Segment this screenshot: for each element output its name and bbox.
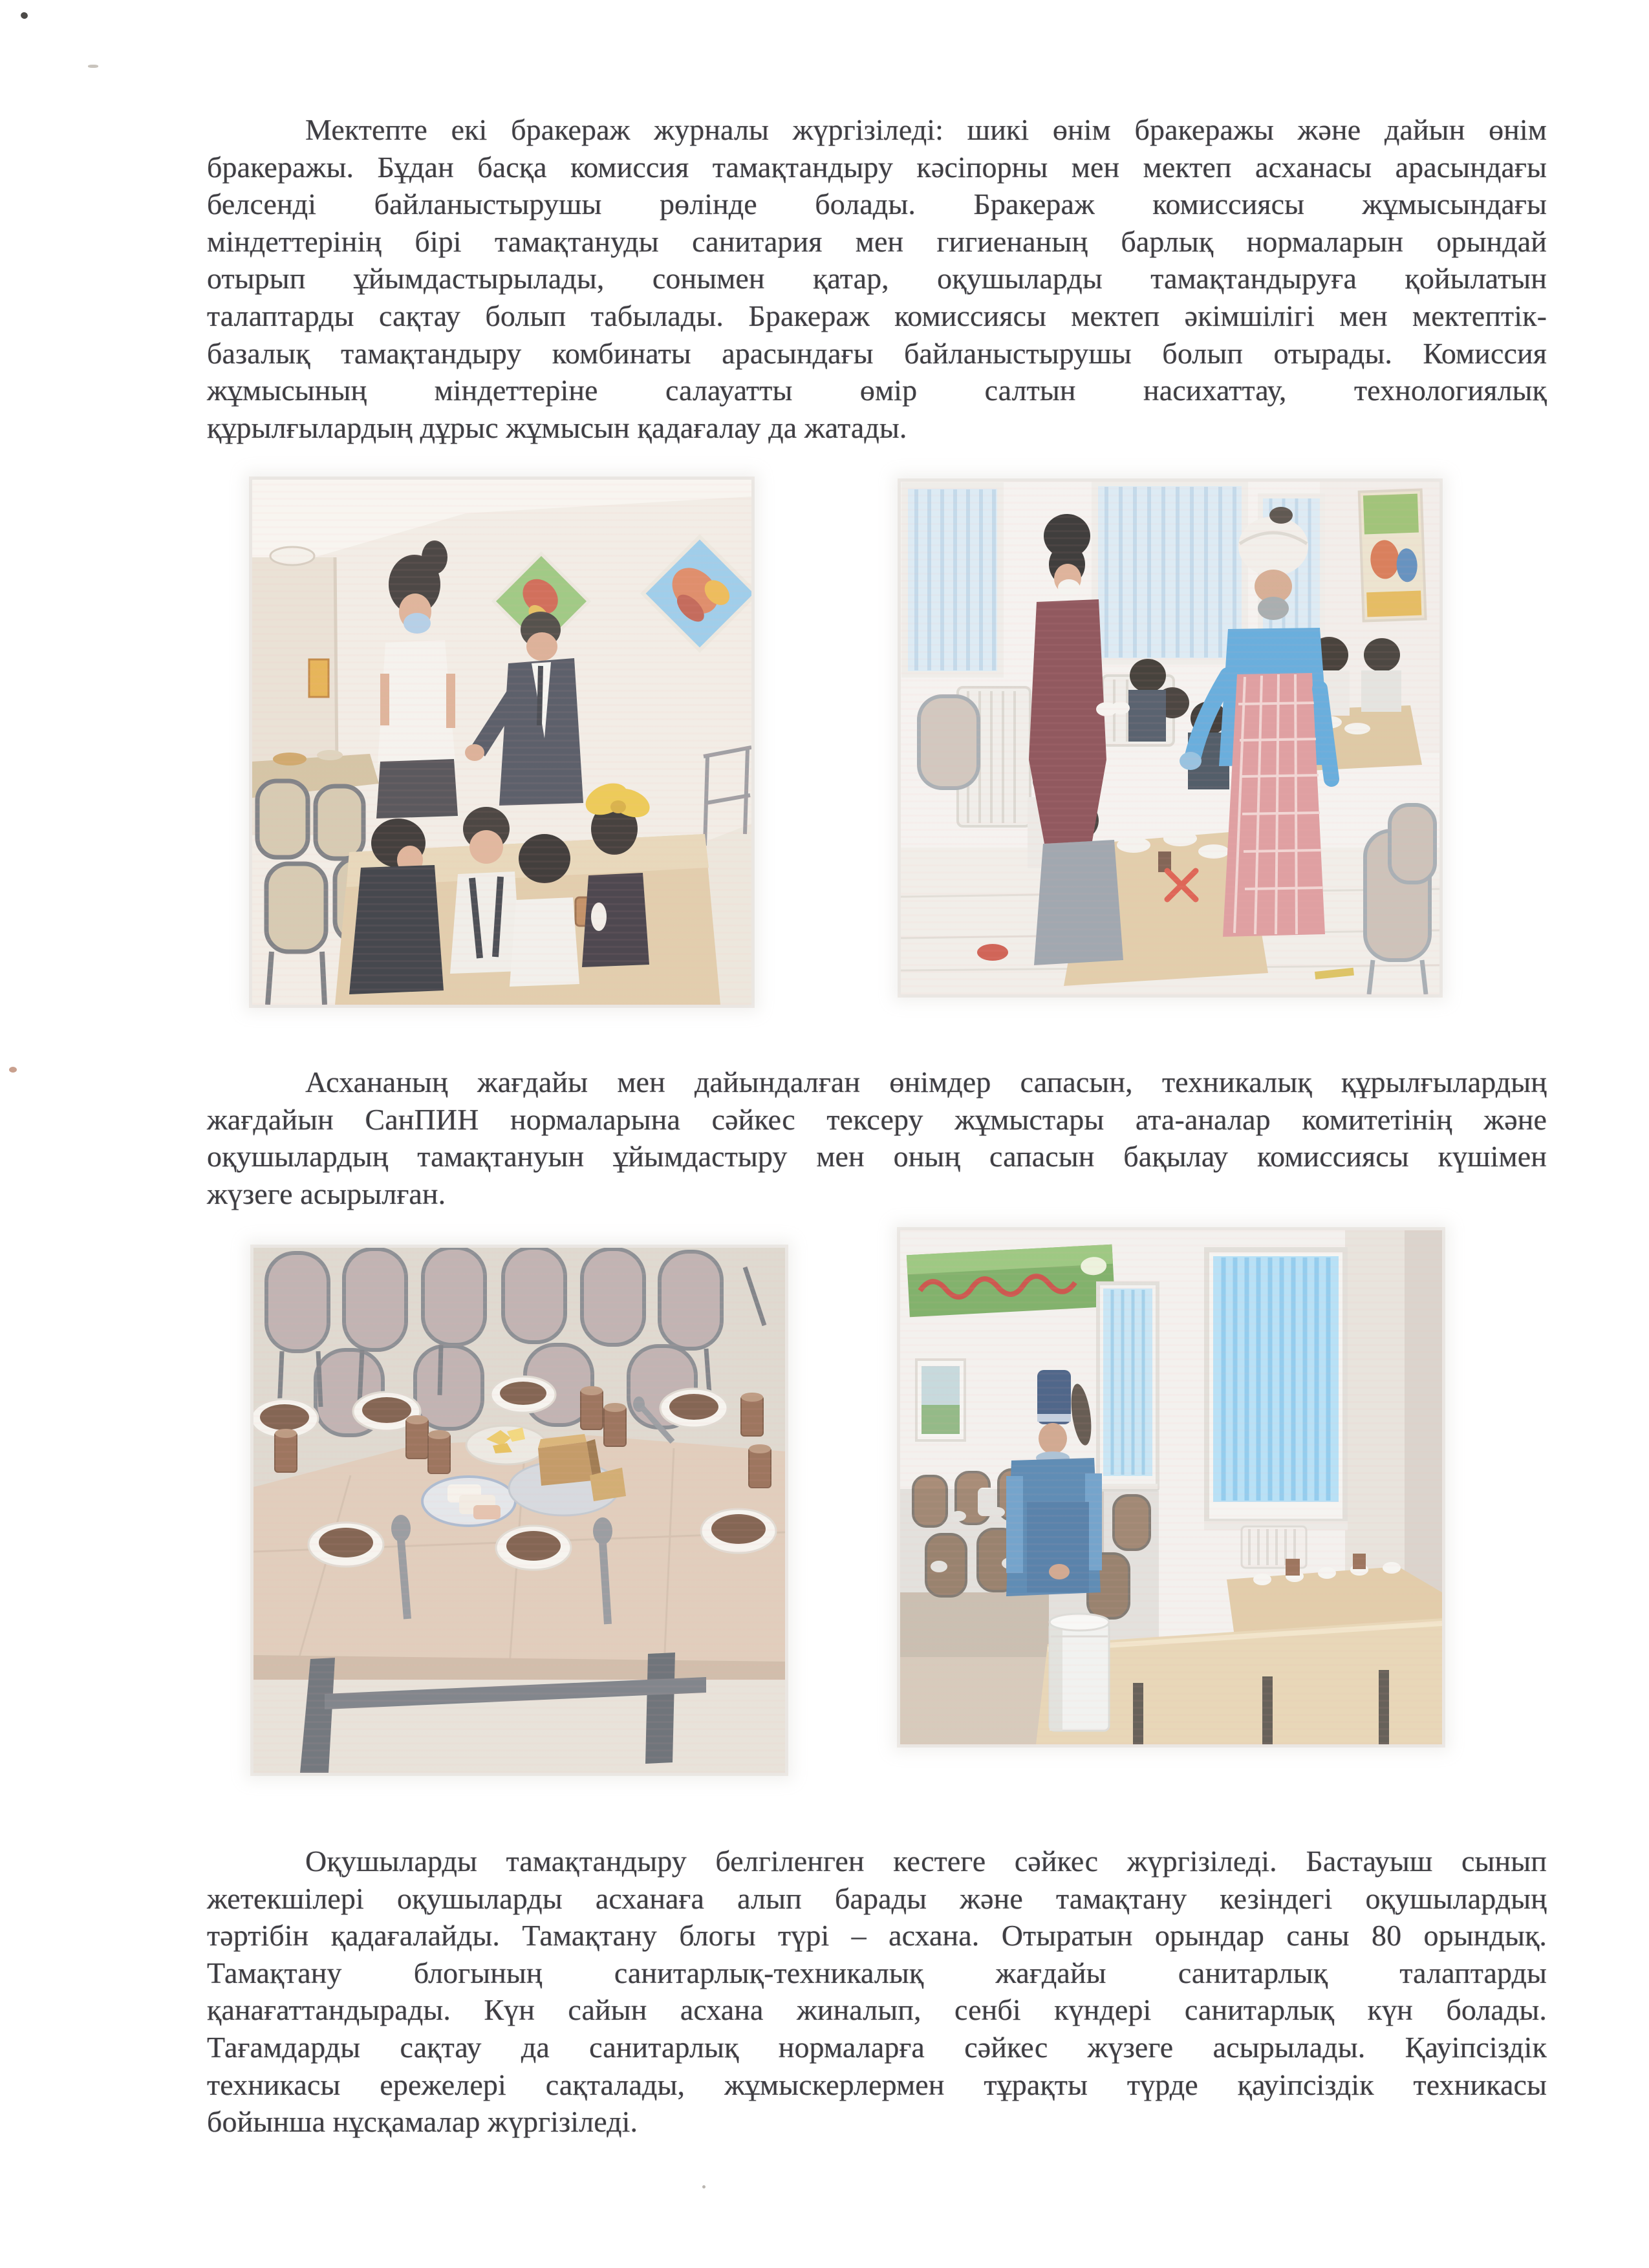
paragraph-sanpin-inspection xyxy=(207,1064,1547,1212)
window-small xyxy=(1098,1283,1158,1492)
text-line: оқушылардың тамақтануын ұйымдастыру мен оның сапасын бақылау комиссиясы күшімен xyxy=(207,1140,1547,1173)
text-line: техникасы ережелері сақталады, жұмыскерлермен тұрақты түрде қауіпсіздік техникасы xyxy=(207,2068,1547,2101)
text-line: базалық тамақтандыру комбинаты арасындағы байланыстырушы болып отырады. Комиссия xyxy=(207,336,1547,370)
text-line: міндеттерінің бірі тамақтануды санитария мен гигиенаның барлық нормаларын орындай xyxy=(207,224,1547,258)
text-line: жағдайын СанПИН нормаларына сәйкес тексеру жұмыстары ата-аналар комитетінің және xyxy=(207,1102,1547,1136)
paragraph-meal-schedule xyxy=(207,1843,1547,2141)
text-line: бойынша нұсқамалар жүргізіледі. xyxy=(207,2105,638,2139)
wall-poster xyxy=(1359,489,1426,621)
scan-speck xyxy=(9,1067,17,1073)
photo-cook-long-tables xyxy=(900,1230,1442,1744)
photo-cafeteria-inspection-art xyxy=(252,480,751,1005)
text-line: Оқушыларды тамақтандыру белгіленген кестеге сәйкес жүргізіледі. Бастауыш сынып xyxy=(305,1845,1547,1878)
text-line: Мектепте екі бракераж журналы жүргізіледі: шикі өнім бракеражы және дайын өнім xyxy=(305,113,1547,146)
scan-speck xyxy=(88,65,98,68)
text-line: белсенді байланыстырушы рөлінде болады. Бракераж комиссиясы жұмысындағы xyxy=(207,187,1547,221)
scan-speck xyxy=(20,11,29,19)
text-line: Тағамдарды сақтау да санитарлық нормаларға сәйкес жүзеге асырылады. Қауіпсіздік xyxy=(207,2030,1547,2064)
green-banner xyxy=(907,1245,1116,1318)
photo-cook-tables-art xyxy=(900,1230,1442,1744)
window-blinds-left xyxy=(905,486,1000,674)
paragraph-brakerazh-journal xyxy=(207,111,1547,446)
framed-picture xyxy=(916,1360,965,1440)
text-line: жетекшілері оқушыларды асханаға алып барады және тамақтану кезіндегі оқушылардың xyxy=(207,1881,1547,1915)
text-line: қанағаттандырады. Күн сайын асхана жиналып, сенбі күндері санитарлық күн болады. xyxy=(207,1993,1547,2027)
photo-cafeteria-inspection xyxy=(252,480,751,1005)
text-line: жұмысының міндеттеріне салауатты өмір салтын насихаттау, технологиялық xyxy=(207,374,1547,407)
text-line: жүзеге асырылған. xyxy=(207,1177,446,1210)
scan-speck xyxy=(702,2185,706,2188)
photo-cook-serving-art xyxy=(901,482,1439,994)
text-line: құрылғылардың дұрыс жұмысын қадағалау да жатады. xyxy=(207,411,907,444)
text-line: Тамақтану блогының санитарлық-техникалық жағдайы санитарлық талаптарды xyxy=(207,1956,1547,1989)
photo-cook-serving-children xyxy=(901,482,1439,994)
text-line: бракеражы. Бұдан басқа комиссия тамақтандыру кәсіпорны мен мектеп асханасы арасындағы xyxy=(207,150,1547,184)
white-bucket xyxy=(1050,1614,1109,1731)
text-line: тәртібін қадағалайды. Тамақтану блогы түрі – асхана. Отыратын орындар саны 80 орындық. xyxy=(207,1919,1547,1952)
photo-table-food-art xyxy=(253,1248,785,1773)
fruit-plate xyxy=(466,1426,546,1464)
text-line: талаптарды сақтау болып табылады. Бракераж комиссиясы мектеп әкімшілігі мен мектептік- xyxy=(207,299,1547,332)
photo-table-with-food xyxy=(253,1248,785,1773)
text-line: отырып ұйымдастырылады, сонымен қатар, оқушыларды тамақтандыруға қойылатын xyxy=(207,262,1547,295)
window-blinds-center xyxy=(1095,483,1245,661)
text-line: Асхананың жағдайы мен дайындалған өнімдер сапасын, техникалық құрылғылардың xyxy=(305,1065,1547,1098)
window-large xyxy=(1204,1250,1348,1530)
butter-plate xyxy=(422,1477,515,1526)
